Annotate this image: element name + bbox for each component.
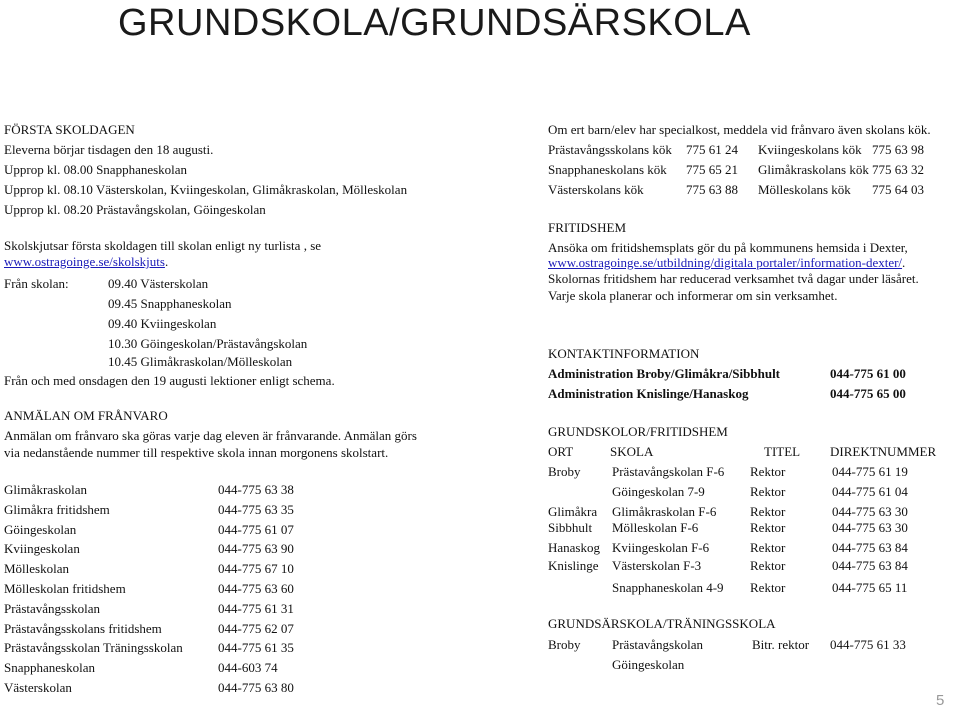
kitchen-name: Glimåkraskolans kök	[758, 162, 869, 177]
departure-item: 09.45 Snapphaneskolan	[108, 296, 232, 311]
phone-entry-number: 044-775 63 90	[218, 541, 294, 557]
specialkost-line: Om ert barn/elev har specialkost, meddela vid frånvaro även skolans kök.	[548, 122, 931, 137]
gsar-ort: Broby	[548, 637, 581, 652]
kitchen-name: Snapphaneskolans kök	[548, 162, 667, 177]
phone-entry-number: 044-775 63 80	[218, 680, 294, 695]
phone-entry-name: Västerskolan	[4, 680, 72, 695]
table-cell-number: 044-775 63 30	[832, 504, 908, 519]
departure-item: 09.40 Kviingeskolan	[108, 316, 217, 331]
phone-entry-number: 044-775 67 10	[218, 561, 294, 577]
turlista-text: Skolskjutsar första skoldagen till skolan enligt ny turlista , se	[4, 238, 322, 253]
kitchen-number: 775 63 98	[872, 142, 924, 157]
phone-entry-number: 044-775 61 07	[218, 521, 294, 537]
grundskolor-heading: GRUNDSKOLOR/FRITIDSHEM	[548, 424, 728, 439]
kitchen-number: 775 63 88	[686, 182, 738, 197]
gsar-skola: Göingeskolan	[612, 657, 685, 672]
fran-skolan-label: Från skolan:	[4, 276, 69, 291]
table-cell-skola: Mölleskolan F-6	[612, 520, 699, 535]
phone-entry-name: Mölleskolan	[4, 561, 69, 577]
phone-entry-number: 044-775 63 60	[218, 581, 294, 596]
admin-number: 044-775 65 00	[830, 386, 906, 401]
table-cell-titel: Rektor	[750, 520, 786, 535]
table-cell-skola: Göingeskolan 7-9	[612, 484, 705, 499]
phone-entry-name: Glimåkra fritidshem	[4, 501, 110, 517]
fritidshem-text: Skolornas fritidshem har reducerad verksamhet två dagar under läsåret.	[548, 271, 919, 286]
onsdag-line: Från och med onsdagen den 19 augusti lektioner enligt schema.	[4, 373, 335, 388]
kitchen-number: 775 61 24	[686, 142, 738, 157]
table-cell-skola: Snapphaneskolan 4-9	[612, 580, 724, 595]
table-cell-number: 044-775 63 84	[832, 558, 908, 573]
fritidshem-text: Ansöka om fritidshemsplats gör du på kommunens hemsida i Dexter,	[548, 240, 908, 255]
page-number: 5	[936, 692, 945, 709]
admin-label: Administration Broby/Glimåkra/Sibbhult	[548, 366, 781, 381]
phone-entry-number: 044-775 62 07	[218, 620, 294, 636]
col-header-skola: SKOLA	[610, 444, 654, 459]
upprop-line: Upprop kl. 08.20 Prästavångskolan, Göingeskolan	[4, 202, 266, 217]
upprop-line: Upprop kl. 08.10 Västerskolan, Kviingeskolan, Glimåkraskolan, Mölleskolan	[4, 182, 408, 197]
fritidshem-text: Varje skola planerar och informerar om sin verksamhet.	[548, 288, 838, 303]
kitchen-number: 775 63 32	[872, 162, 924, 177]
phone-entry-name: Prästavångsskolans fritidshem	[4, 620, 162, 636]
col-header-nummer: DIREKTNUMMER	[830, 444, 937, 459]
table-cell-number: 044-775 61 19	[832, 464, 908, 479]
phone-entry-number: 044-603 74	[218, 660, 278, 676]
dexter-link-end: .	[902, 255, 906, 270]
turlista-end: .	[164, 254, 169, 269]
table-cell-titel: Rektor	[750, 558, 786, 573]
col-header-titel: TITEL	[764, 444, 801, 459]
table-cell-ort: Sibbhult	[548, 520, 593, 535]
phone-entry-number: 044-775 61 35	[218, 640, 294, 656]
table-cell-number: 044-775 65 11	[832, 580, 908, 595]
table-cell-skola: Prästavångskolan F-6	[612, 464, 725, 479]
col-header-ort: ORT	[548, 444, 574, 459]
phone-entry-name: Prästavångsskolan Träningsskolan	[4, 640, 183, 656]
table-cell-titel: Rektor	[750, 464, 786, 479]
gsar-skola: Prästavångskolan	[612, 637, 703, 652]
kontakt-heading: KONTAKTINFORMATION	[548, 346, 700, 361]
kitchen-name: Prästavångsskolans kök	[548, 142, 672, 157]
kitchen-number: 775 64 03	[872, 182, 924, 197]
table-cell-titel: Rektor	[750, 504, 786, 519]
kitchen-number: 775 65 21	[686, 162, 738, 177]
anmalan-text: via nedanstående nummer till respektive skola innan morgonens skolstart.	[4, 445, 389, 460]
forsta-skoldagen-heading: FÖRSTA SKOLDAGEN	[4, 122, 135, 137]
upprop-line: Upprop kl. 08.00 Snapphaneskolan	[4, 162, 188, 177]
table-cell-ort: Glimåkra	[548, 504, 598, 519]
kitchen-name: Västerskolans kök	[548, 182, 644, 197]
anmalan-text: Anmälan om frånvaro ska göras varje dag eleven är frånvarande. Anmälan görs	[4, 428, 417, 443]
table-cell-titel: Rektor	[750, 484, 786, 499]
phone-entry-name: Göingeskolan	[4, 521, 77, 537]
table-cell-skola: Kviingeskolan F-6	[612, 540, 710, 555]
phone-entry-number: 044-775 63 38	[218, 482, 294, 497]
phone-entry-name: Mölleskolan fritidshem	[4, 581, 126, 596]
departure-item: 10.45 Glimåkraskolan/Mölleskolan	[108, 354, 293, 369]
gsar-titel: Bitr. rektor	[752, 637, 810, 652]
admin-number: 044-775 61 00	[830, 366, 906, 381]
fritidshem-heading: FRITIDSHEM	[548, 220, 627, 235]
table-cell-number: 044-775 63 30	[832, 520, 908, 535]
phone-entry-name: Kviingeskolan	[4, 541, 80, 557]
phone-entry-number: 044-775 61 31	[218, 600, 294, 616]
gsar-number: 044-775 61 33	[830, 637, 906, 652]
table-cell-number: 044-775 61 04	[832, 484, 908, 499]
skolskjuts-link[interactable]: www.ostragoinge.se/skolskjuts	[4, 254, 165, 269]
table-cell-ort: Broby	[548, 464, 581, 479]
start-date-line: Eleverna börjar tisdagen den 18 augusti.	[4, 142, 214, 157]
table-cell-titel: Rektor	[750, 540, 786, 555]
phone-entry-number: 044-775 63 35	[218, 501, 294, 517]
departure-item: 10.30 Göingeskolan/Prästavångskolan	[108, 336, 308, 351]
phone-entry-name: Glimåkraskolan	[4, 482, 88, 497]
table-cell-ort: Hanaskog	[548, 540, 600, 555]
departure-item: 09.40 Västerskolan	[108, 276, 209, 291]
table-cell-ort: Knislinge	[548, 558, 599, 573]
kitchen-name: Kviingeskolans kök	[758, 142, 862, 157]
table-cell-skola: Glimåkraskolan F-6	[612, 504, 717, 519]
table-cell-titel: Rektor	[750, 580, 786, 595]
page-title: GRUNDSKOLA/GRUNDSÄRSKOLA	[118, 2, 751, 44]
phone-entry-name: Prästavångsskolan	[4, 600, 101, 616]
table-cell-number: 044-775 63 84	[832, 540, 908, 555]
grundsarskola-heading: GRUNDSÄRSKOLA/TRÄNINGSSKOLA	[548, 616, 776, 631]
table-cell-skola: Västerskolan F-3	[612, 558, 702, 573]
admin-label: Administration Knislinge/Hanaskog	[548, 386, 749, 401]
phone-entry-name: Snapphaneskolan	[4, 660, 95, 676]
anmalan-heading: ANMÄLAN OM FRÅNVARO	[4, 408, 168, 423]
kitchen-name: Mölleskolans kök	[758, 182, 851, 197]
dexter-link[interactable]: www.ostragoinge.se/utbildning/digitala portaler/information-dexter/	[548, 255, 903, 270]
